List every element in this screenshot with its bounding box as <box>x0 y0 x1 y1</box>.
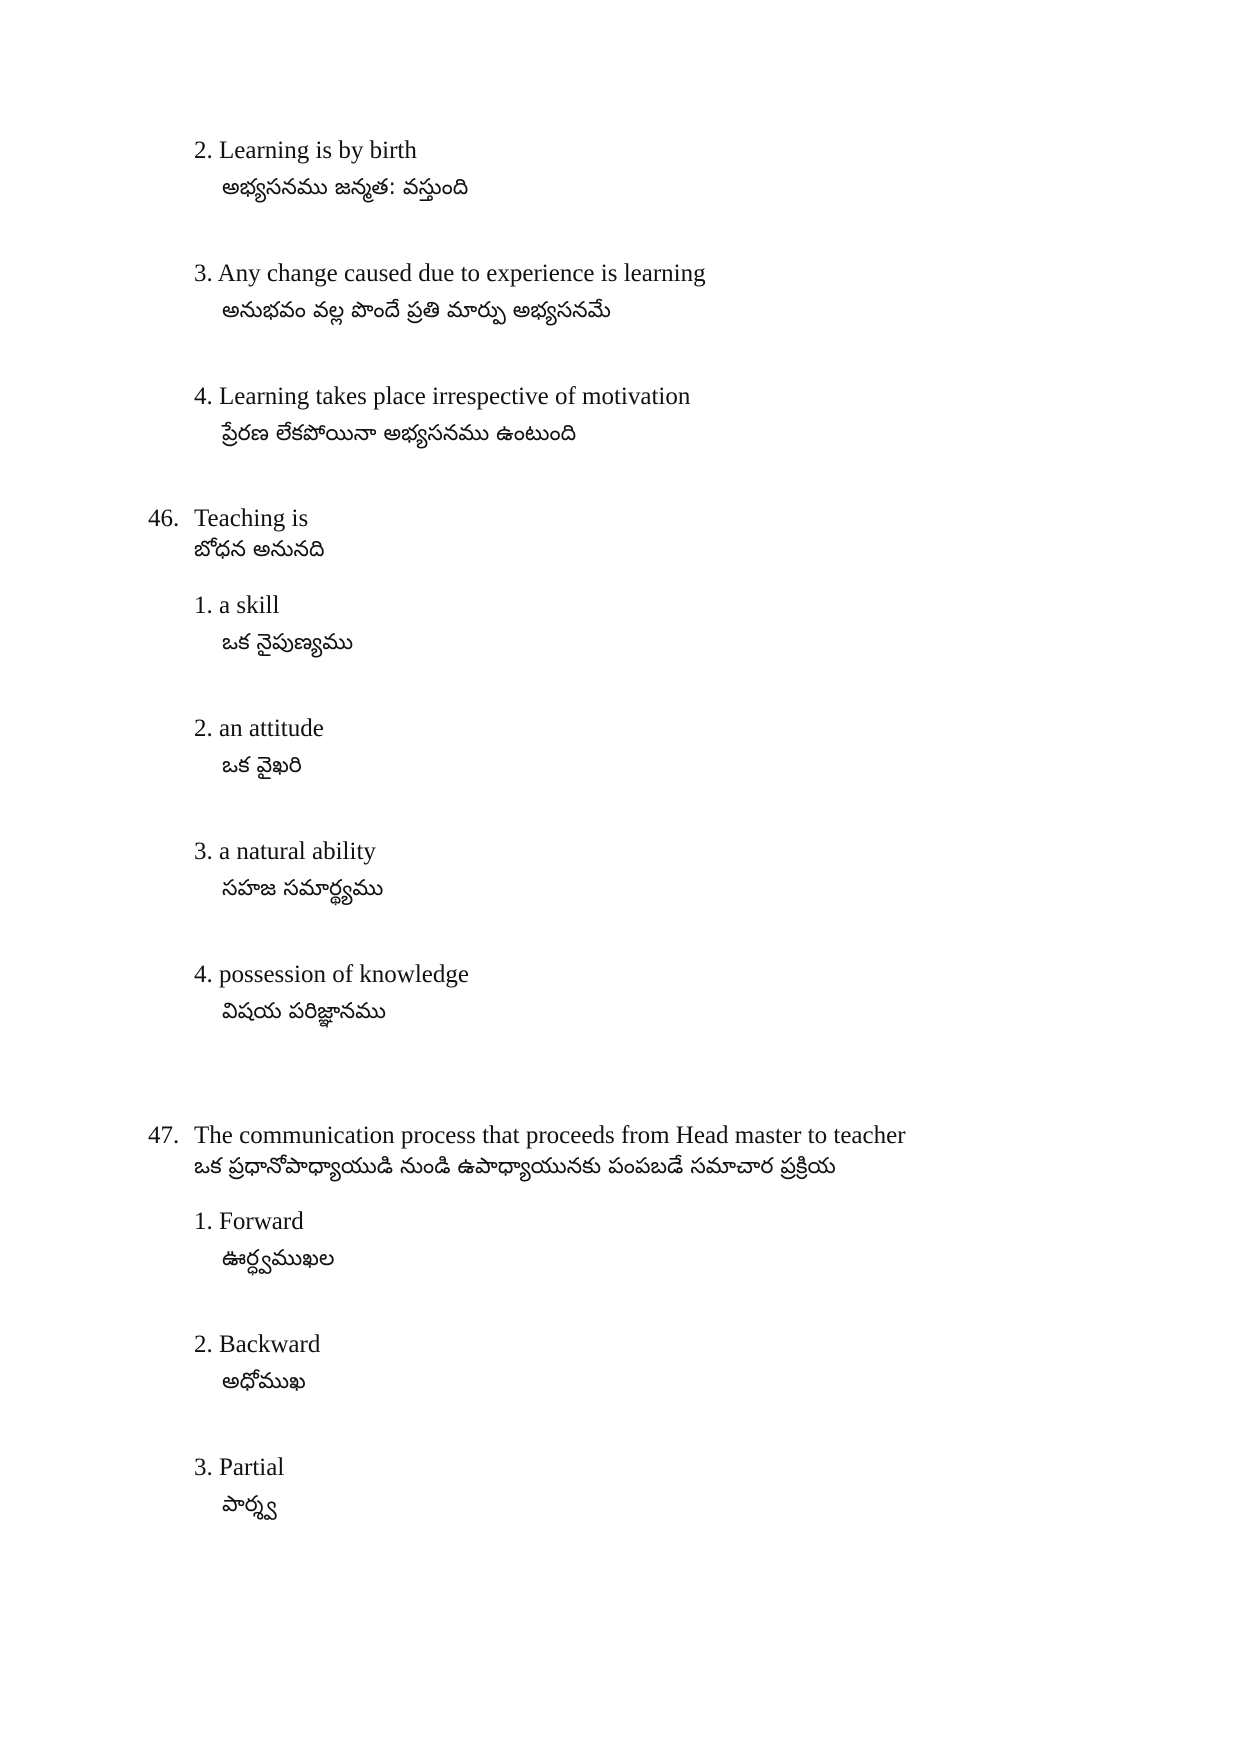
q45-option-3 <box>194 258 706 326</box>
question-text-te: బోధన అనునది <box>194 537 325 562</box>
question-47 <box>148 1120 906 1182</box>
question-text-te: ఒక ప్రధానోపాధ్యాయుడి నుండి ఉపాధ్యాయునకు పంపబడే సమాచార ప్రక్రియ <box>194 1154 836 1179</box>
q47-option-1 <box>194 1206 335 1274</box>
question-text-en: The communication process that proceeds from Head master to teacher <box>194 1122 906 1149</box>
option-text-en: 3. a natural ability <box>194 838 376 865</box>
option-text-te: ఒక నైపుణ్యము <box>222 630 354 655</box>
q47-option-3 <box>194 1452 284 1520</box>
option-text-te: అభ్యసనము జన్మత: వస్తుంది <box>222 175 469 200</box>
option-text-te: అధోముఖ <box>222 1369 306 1394</box>
q46-option-4 <box>194 959 469 1027</box>
option-text-te: ప్రేరణ లేకపోయినా అభ్యసనము ఉంటుంది <box>222 421 577 446</box>
option-text-en: 3. Partial <box>194 1454 285 1481</box>
q46-option-2 <box>194 713 324 781</box>
option-text-te: అనుభవం వల్ల పొందే ప్రతి మార్పు అభ్యసనమే <box>222 298 611 323</box>
q47-option-2 <box>194 1329 320 1397</box>
q46-option-3 <box>194 836 383 904</box>
option-text-en: 1. Forward <box>194 1208 304 1235</box>
option-text-en: 4. possession of knowledge <box>194 961 469 988</box>
option-text-en: 3. Any change caused due to experience is learning <box>194 260 706 287</box>
option-text-te: సహజ సమార్థ్యము <box>222 876 384 901</box>
option-text-te: విషయ పరిజ్ఞానము <box>222 999 386 1024</box>
option-text-en: 1. a skill <box>194 592 280 619</box>
option-text-te: ఊర్ధ్వముఖల <box>222 1246 335 1271</box>
q46-option-1 <box>194 590 353 658</box>
option-text-en: 2. Backward <box>194 1331 321 1358</box>
question-number: 46. <box>148 505 180 532</box>
option-text-en: 2. Learning is by birth <box>194 137 417 164</box>
option-text-en: 2. an attitude <box>194 715 324 742</box>
option-text-en: 4. Learning takes place irrespective of motivation <box>194 383 691 410</box>
option-text-te: ఒక వైఖరి <box>222 753 302 778</box>
question-text-en: Teaching is <box>194 505 309 532</box>
question-46 <box>148 503 325 565</box>
question-number: 47. <box>148 1122 180 1149</box>
q45-option-4 <box>194 381 690 449</box>
option-text-te: పార్శ్వ <box>222 1492 277 1517</box>
q45-option-2 <box>194 135 468 203</box>
